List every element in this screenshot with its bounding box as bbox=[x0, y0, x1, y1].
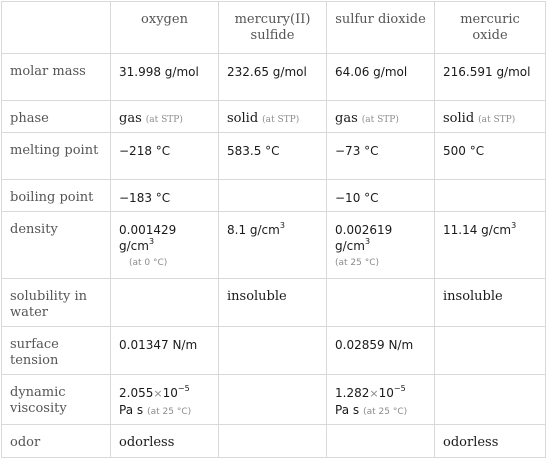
solubility-mercury-ii-sulfide: insoluble bbox=[219, 278, 327, 326]
density-exponent: 3 bbox=[148, 237, 155, 247]
row-label-phase: phase bbox=[2, 101, 111, 133]
row-odor bbox=[2, 424, 546, 457]
row-label-odor: odor bbox=[2, 424, 111, 457]
odor-oxygen: odorless bbox=[111, 424, 219, 457]
row-label-boiling-point: boiling point bbox=[2, 180, 111, 212]
viscosity-base: 10 bbox=[378, 385, 394, 400]
row-phase bbox=[2, 101, 546, 133]
boiling-point-oxygen: −183 °C bbox=[111, 180, 219, 212]
odor-mercuric-oxide: odorless bbox=[435, 424, 546, 457]
row-label-surface-tension: surface tension bbox=[2, 326, 111, 374]
header-row bbox=[2, 2, 546, 54]
molar-mass-mercury-ii-sulfide: 232.65 g/mol bbox=[219, 54, 327, 101]
column-header-oxygen: oxygen bbox=[111, 2, 219, 54]
viscosity-base: 10 bbox=[162, 385, 178, 400]
row-label-density: density bbox=[2, 212, 111, 278]
column-header-sulfur-dioxide: sulfur dioxide bbox=[327, 2, 435, 54]
row-density bbox=[2, 212, 546, 278]
phase-sulfur-dioxide bbox=[327, 101, 435, 133]
density-note: (at 25 °C) bbox=[335, 258, 380, 269]
density-oxygen bbox=[111, 212, 219, 278]
density-exponent: 3 bbox=[511, 221, 517, 231]
times-sign: × bbox=[369, 386, 379, 400]
viscosity-note: (at 25 °C) bbox=[363, 406, 408, 417]
surface-tension-sulfur-dioxide: 0.02859 N/m bbox=[327, 326, 435, 374]
density-value: 0.002619 g/cm bbox=[335, 223, 393, 254]
solubility-mercuric-oxide: insoluble bbox=[435, 278, 546, 326]
row-surface-tension bbox=[2, 326, 546, 374]
dynamic-viscosity-mercury-ii-sulfide bbox=[219, 374, 327, 424]
times-sign: × bbox=[153, 386, 163, 400]
density-note: (at 0 °C) bbox=[129, 258, 168, 269]
surface-tension-oxygen: 0.01347 N/m bbox=[111, 326, 219, 374]
melting-point-sulfur-dioxide: −73 °C bbox=[327, 133, 435, 180]
dynamic-viscosity-mercuric-oxide bbox=[435, 374, 546, 424]
surface-tension-mercury-ii-sulfide bbox=[219, 326, 327, 374]
solubility-sulfur-dioxide bbox=[327, 278, 435, 326]
density-value: 8.1 g/cm bbox=[227, 223, 280, 238]
surface-tension-mercuric-oxide bbox=[435, 326, 546, 374]
viscosity-unit: Pa s bbox=[335, 402, 360, 417]
melting-point-mercuric-oxide: 500 °C bbox=[435, 133, 546, 180]
properties-table bbox=[1, 1, 546, 458]
phase-note: (at STP) bbox=[361, 115, 399, 126]
row-solubility-in-water bbox=[2, 278, 546, 326]
phase-oxygen bbox=[111, 101, 219, 133]
phase-note: (at STP) bbox=[262, 115, 300, 126]
boiling-point-mercuric-oxide bbox=[435, 180, 546, 212]
row-label-dynamic-viscosity: dynamic viscosity bbox=[2, 374, 111, 424]
viscosity-mantissa: 1.282 bbox=[335, 385, 370, 400]
density-mercuric-oxide bbox=[435, 212, 546, 278]
solubility-oxygen bbox=[111, 278, 219, 326]
melting-point-oxygen: −218 °C bbox=[111, 133, 219, 180]
row-melting-point bbox=[2, 133, 546, 180]
viscosity-mantissa: 2.055 bbox=[119, 385, 154, 400]
odor-mercury-ii-sulfide bbox=[219, 424, 327, 457]
density-exponent: 3 bbox=[279, 221, 285, 231]
phase-value: gas bbox=[335, 111, 358, 127]
dynamic-viscosity-sulfur-dioxide bbox=[327, 374, 435, 424]
phase-value: solid bbox=[443, 111, 475, 127]
corner-cell bbox=[2, 2, 111, 54]
row-label-molar-mass: molar mass bbox=[2, 54, 111, 101]
row-dynamic-viscosity bbox=[2, 374, 546, 424]
phase-mercuric-oxide bbox=[435, 101, 546, 133]
viscosity-note: (at 25 °C) bbox=[147, 406, 192, 417]
phase-value: solid bbox=[227, 111, 259, 127]
boiling-point-mercury-ii-sulfide bbox=[219, 180, 327, 212]
row-molar-mass bbox=[2, 54, 546, 101]
density-mercury-ii-sulfide bbox=[219, 212, 327, 278]
row-label-solubility-in-water: solubility in water bbox=[2, 278, 111, 326]
phase-note: (at STP) bbox=[478, 115, 516, 126]
viscosity-exponent: −5 bbox=[177, 383, 190, 393]
column-header-mercuric-oxide: mercuric oxide bbox=[435, 2, 546, 54]
molar-mass-mercuric-oxide: 216.591 g/mol bbox=[435, 54, 546, 101]
row-boiling-point bbox=[2, 180, 546, 212]
phase-mercury-ii-sulfide bbox=[219, 101, 327, 133]
density-sulfur-dioxide bbox=[327, 212, 435, 278]
odor-sulfur-dioxide bbox=[327, 424, 435, 457]
density-value: 0.001429 g/cm bbox=[119, 223, 177, 254]
phase-value: gas bbox=[119, 111, 142, 127]
dynamic-viscosity-oxygen bbox=[111, 374, 219, 424]
molar-mass-oxygen: 31.998 g/mol bbox=[111, 54, 219, 101]
molar-mass-sulfur-dioxide: 64.06 g/mol bbox=[327, 54, 435, 101]
viscosity-exponent: −5 bbox=[393, 383, 406, 393]
boiling-point-sulfur-dioxide: −10 °C bbox=[327, 180, 435, 212]
viscosity-unit: Pa s bbox=[119, 402, 144, 417]
density-value: 11.14 g/cm bbox=[443, 223, 512, 238]
phase-note: (at STP) bbox=[145, 115, 183, 126]
column-header-mercury-ii-sulfide: mercury(II) sulfide bbox=[219, 2, 327, 54]
row-label-melting-point: melting point bbox=[2, 133, 111, 180]
melting-point-mercury-ii-sulfide: 583.5 °C bbox=[219, 133, 327, 180]
density-exponent: 3 bbox=[364, 237, 371, 247]
